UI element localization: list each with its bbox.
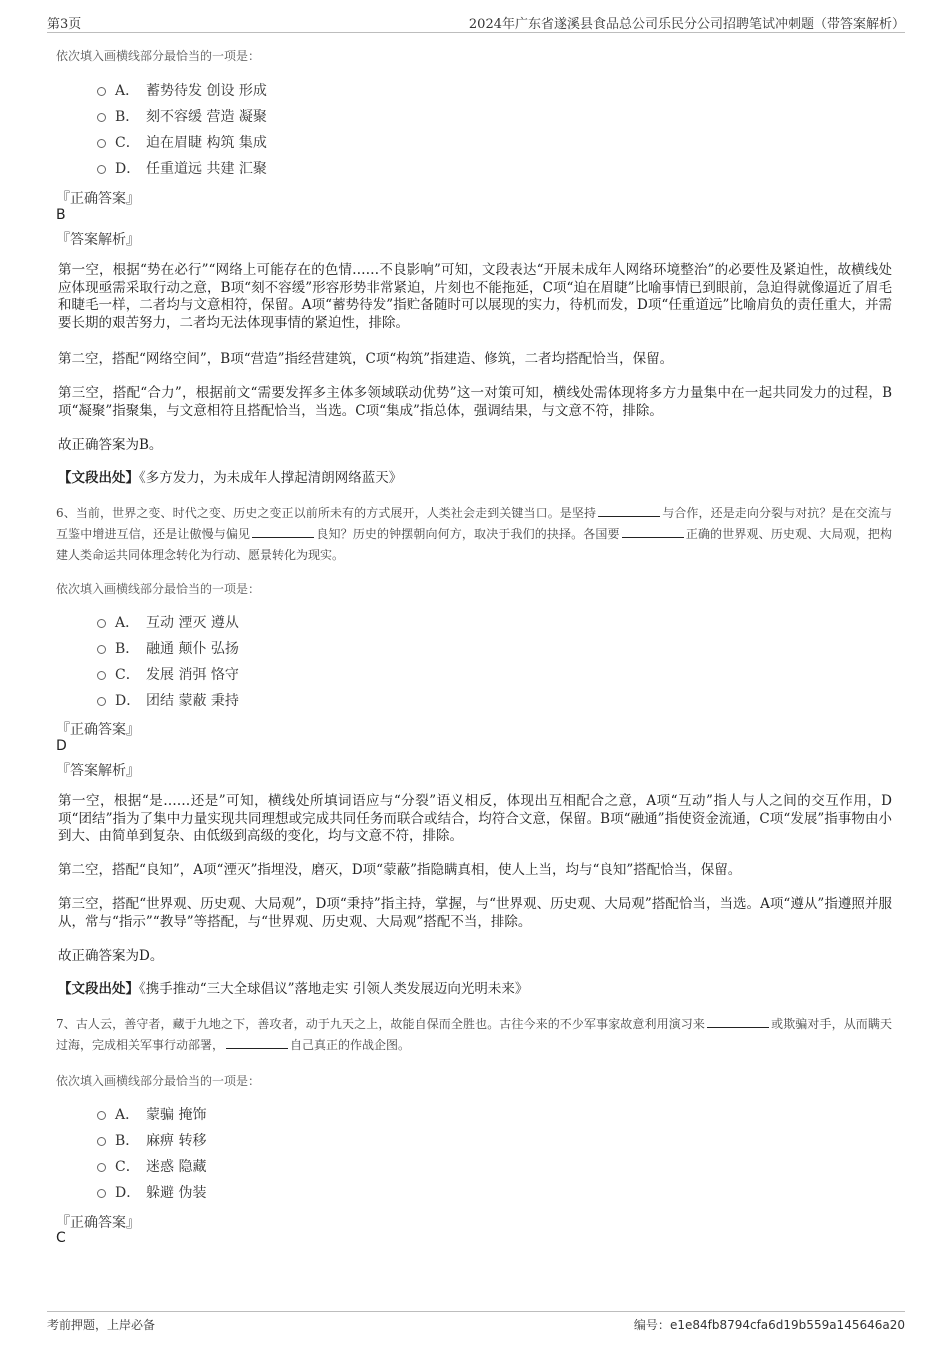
radio-icon[interactable] [97,1137,106,1146]
document-title: 2024年广东省遂溪县食品总公司乐民分公司招聘笔试冲刺题（带答案解析） [468,17,905,32]
q5-answer: B [56,207,66,223]
radio-icon[interactable] [97,113,106,122]
radio-icon[interactable] [97,1189,106,1198]
q5-fill-hint: 依次填入画横线部分最恰当的一项是： [56,49,261,63]
radio-icon[interactable] [97,645,106,654]
q7-fill-hint: 依次填入画横线部分最恰当的一项是： [56,1074,261,1088]
q6-fill-hint: 依次填入画横线部分最恰当的一项是： [56,582,261,596]
q5-analysis-2: 第二空，搭配“网络空间”，B项“营造”指经营建筑，C项“构筑”指建造、修筑，二者均搭配恰当，保留。 [58,351,674,367]
option-c[interactable]: C． 发展 消弭 恪守 [97,664,239,690]
radio-icon[interactable] [97,87,106,96]
option-d[interactable]: D． 躲避 伪装 [97,1182,206,1208]
option-a[interactable]: A． 蓄势待发 创设 形成 [97,80,267,106]
q6-answer: D [56,738,67,754]
q6-analysis-heading: 『答案解析』 [56,763,140,779]
document-code: 编号：e1e84fb8794cfa6d19b559a145646a20 [633,1318,905,1332]
radio-icon[interactable] [97,1111,106,1120]
option-c[interactable]: C． 迫在眉睫 构筑 集成 [97,132,267,158]
q5-options [97,80,267,184]
option-c[interactable]: C． 迷惑 隐藏 [97,1156,206,1182]
option-b[interactable]: B． 麻痹 转移 [97,1130,206,1156]
q6-analysis-2: 第二空，搭配“良知”，A项“湮灭”指埋没，磨灭，D项“蒙蔽”指隐瞒真相，使人上当，均与“良知”搭配恰当，保留。 [58,862,742,878]
option-b[interactable]: B． 刻不容缓 营造 凝聚 [97,106,267,132]
q5-analysis-heading: 『答案解析』 [56,232,140,248]
blank [707,1015,769,1028]
q5-analysis-3: 第三空，搭配“合力”，根据前文“需要发挥多主体多领域联动优势”这一对策可知，横线处需体现将多方力量集中在一起共同发力的过程，B项“凝聚”指聚集，与文意相符且搭配恰当，当选。C项“集成”指总体，强调结果，与文意不符，排除。 [58,385,892,419]
q6-source: 【文段出处】《携手推动“三大全球倡议”落地走实 引领人类发展迈向光明未来》 [58,981,529,997]
radio-icon[interactable] [97,697,106,706]
q5-analysis-1: 第一空，根据“势在必行”“网络上可能存在的色情……不良影响”可知，文段表达“开展未成年人网络环境整治”的必要性及紧迫性，故横线处应体现亟需采取行动之意，B项“刻不容缓”形容形势非常紧迫，片刻也不能拖延，C项“迫在眉睫”比喻事情已到眼前，急迫得就像逼近了眉毛和睫毛一样，二者均与文意相符，保留。A项“蓄势待发”指贮备随时可以展现的实力，待机而发，D项“任重道远”比喻肩负的责任重大，并需要长期的艰苦努力，二者均无法体现事情的紧迫性，排除。 [58,262,892,331]
q5-source: 【文段出处】《多方发力，为未成年人撑起清朗网络蓝天》 [58,470,403,486]
q7-correct-answer-heading: 『正确答案』 [56,1215,140,1231]
page-header [47,12,905,33]
q5-correct-answer-heading: 『正确答案』 [56,191,140,207]
q7-stem: 7、古人云，善守者，藏于九地之下，善攻者，动于九天之上，故能自保而全胜也。古往今来的不少军事家故意利用演习来 或欺骗对手，从而瞒天过海，完成相关军事行动部署， 自己真正的作战企图。 [56,1017,892,1052]
q7-answer: C [56,1230,66,1246]
blank [226,1036,288,1049]
q7-options [97,1104,206,1208]
q6-analysis-1: 第一空，根据“是……还是”可知，横线处所填词语应与“分裂”语义相反，体现出互相配合之意，A项“互动”指人与人之间的交互作用，D项“团结”指为了集中力量实现共同理想或完成共同任务而联合或结合，均符合文意，保留。B项“融通”指使资金流通，C项“发展”指事物由小到大、由简单到复杂、由低级到高级的变化，均与文意不符，排除。 [58,793,892,844]
radio-icon[interactable] [97,671,106,680]
blank [622,525,684,538]
option-b[interactable]: B． 融通 颠仆 弘扬 [97,638,239,664]
radio-icon[interactable] [97,139,106,148]
blank [252,525,314,538]
option-d[interactable]: D． 任重道远 共建 汇聚 [97,158,267,184]
q6-correct-answer-heading: 『正确答案』 [56,722,140,738]
radio-icon[interactable] [97,1163,106,1172]
q6-analysis-conclusion: 故正确答案为D。 [58,948,164,964]
radio-icon[interactable] [97,619,106,628]
page-number: 第3页 [47,17,82,32]
blank [598,504,660,517]
option-a[interactable]: A． 蒙骗 掩饰 [97,1104,206,1130]
footer-slogan: 考前押题，上岸必备 [47,1318,156,1332]
q5-analysis-conclusion: 故正确答案为B。 [58,437,163,453]
q6-stem: 6、当前，世界之变、时代之变、历史之变正以前所未有的方式展开，人类社会走到关键当口。是坚持 与合作，还是走向分裂与对抗？是在交流与互鉴中增进互信，还是让傲慢与偏见 良知？历史的钟摆朝向何方，取决于我们的抉择。各国要 正确的世界观、历史观、大局观，把构建人类命运共同体理念转化为行动、愿景转化为现实。 [56,506,892,562]
option-d[interactable]: D． 团结 蒙蔽 秉持 [97,690,239,716]
page-footer [47,1311,905,1334]
q6-analysis-3: 第三空，搭配“世界观、历史观、大局观”，D项“秉持”指主持，掌握，与“世界观、历史观、大局观”搭配恰当，当选。A项“遵从”指遵照并服从，常与“指示”“教导”等搭配，与“世界观、历史观、大局观”搭配不当，排除。 [58,896,892,930]
q6-options [97,612,239,716]
radio-icon[interactable] [97,165,106,174]
option-a[interactable]: A． 互动 湮灭 遵从 [97,612,239,638]
